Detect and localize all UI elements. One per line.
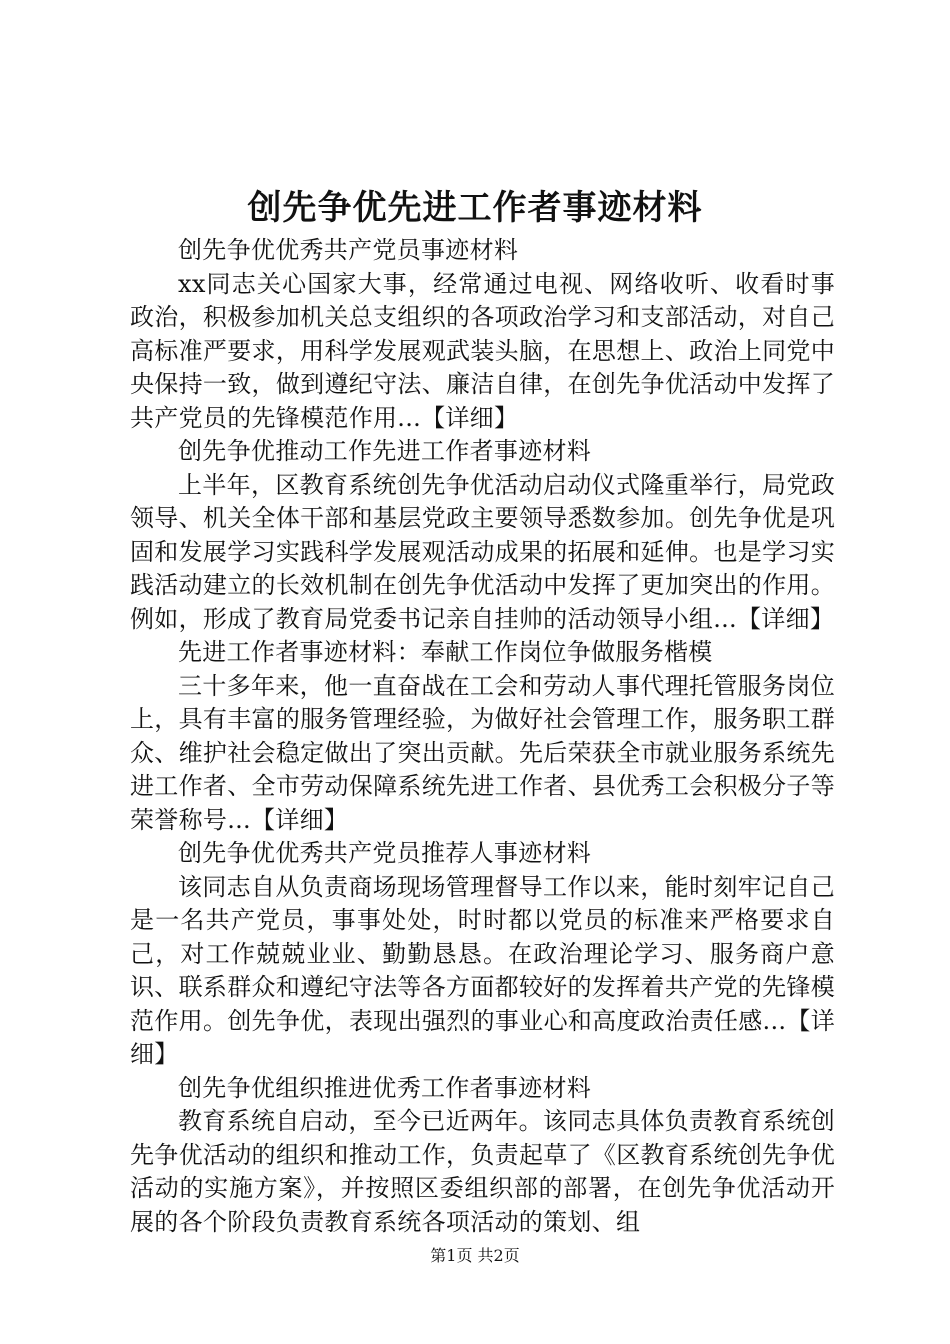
section-heading: 创先争优优秀共产党员事迹材料 [178, 236, 519, 264]
document-title: 创先争优先进工作者事迹材料 [247, 188, 703, 228]
section-heading: 先进工作者事迹材料：奉献工作岗位争做服务楷模 [178, 638, 713, 666]
section-paragraph: 该同志自从负责商场现场管理督导工作以来，能时刻牢记自己是一名共产党员，事事处处，时时都以党员的标准来严格要求自己，对工作兢兢业业、勤勤恳恳。在政治理论学习、服务商户意识、联系群众和遵纪守法等各方面都较好的发挥着共产党的先锋模范作用。创先争优，表现出强烈的事业心和高度政治责任感...【详细】 [130, 872, 835, 1068]
section-paragraph: 三十多年来，他一直奋战在工会和劳动人事代理托管服务岗位上，具有丰富的服务管理经验，为做好社会管理工作，服务职工群众、维护社会稳定做出了突出贡献。先后荣获全市就业服务系统先进工作者、全市劳动保障系统先进工作者、县优秀工会积极分子等荣誉称号...【详细】 [130, 671, 835, 834]
section-paragraph: 上半年，区教育系统创先争优活动启动仪式隆重举行，局党政领导、机关全体干部和基层党政主要领导悉数参加。创先争优是巩固和发展学习实践科学发展观活动成果的拓展和延伸。也是学习实践活动建立的长效机制在创先争优活动中发挥了更加突出的作用。例如，形成了教育局党委书记亲自挂帅的活动领导小组...【详细】 [130, 470, 835, 633]
section-heading: 创先争优优秀共产党员推荐人事迹材料 [178, 839, 592, 867]
section-paragraph: xx同志关心国家大事，经常通过电视、网络收听、收看时事政治，积极参加机关总支组织的各项政治学习和支部活动，对自己高标准严要求，用科学发展观武装头脑，在思想上、政治上同党中央保持一致，做到遵纪守法、廉洁自律，在创先争优活动中发挥了共产党员的先锋模范作用...【详细】 [130, 269, 835, 432]
section-heading: 创先争优推动工作先进工作者事迹材料 [178, 437, 592, 465]
page-footer: 第1页 共2页 [430, 1246, 520, 1265]
document-body [130, 234, 835, 1239]
section-heading: 创先争优组织推进优秀工作者事迹材料 [178, 1073, 592, 1102]
section-paragraph: 教育系统自启动，至今已近两年。该同志具体负责教育系统创先争优活动的组织和推动工作，负责起草了《区教育系统创先争优活动的实施方案》，并按照区委组织部的部署，在创先争优活动开展的各个阶段负责教育系统各项活动的策划、组 [130, 1107, 835, 1236]
